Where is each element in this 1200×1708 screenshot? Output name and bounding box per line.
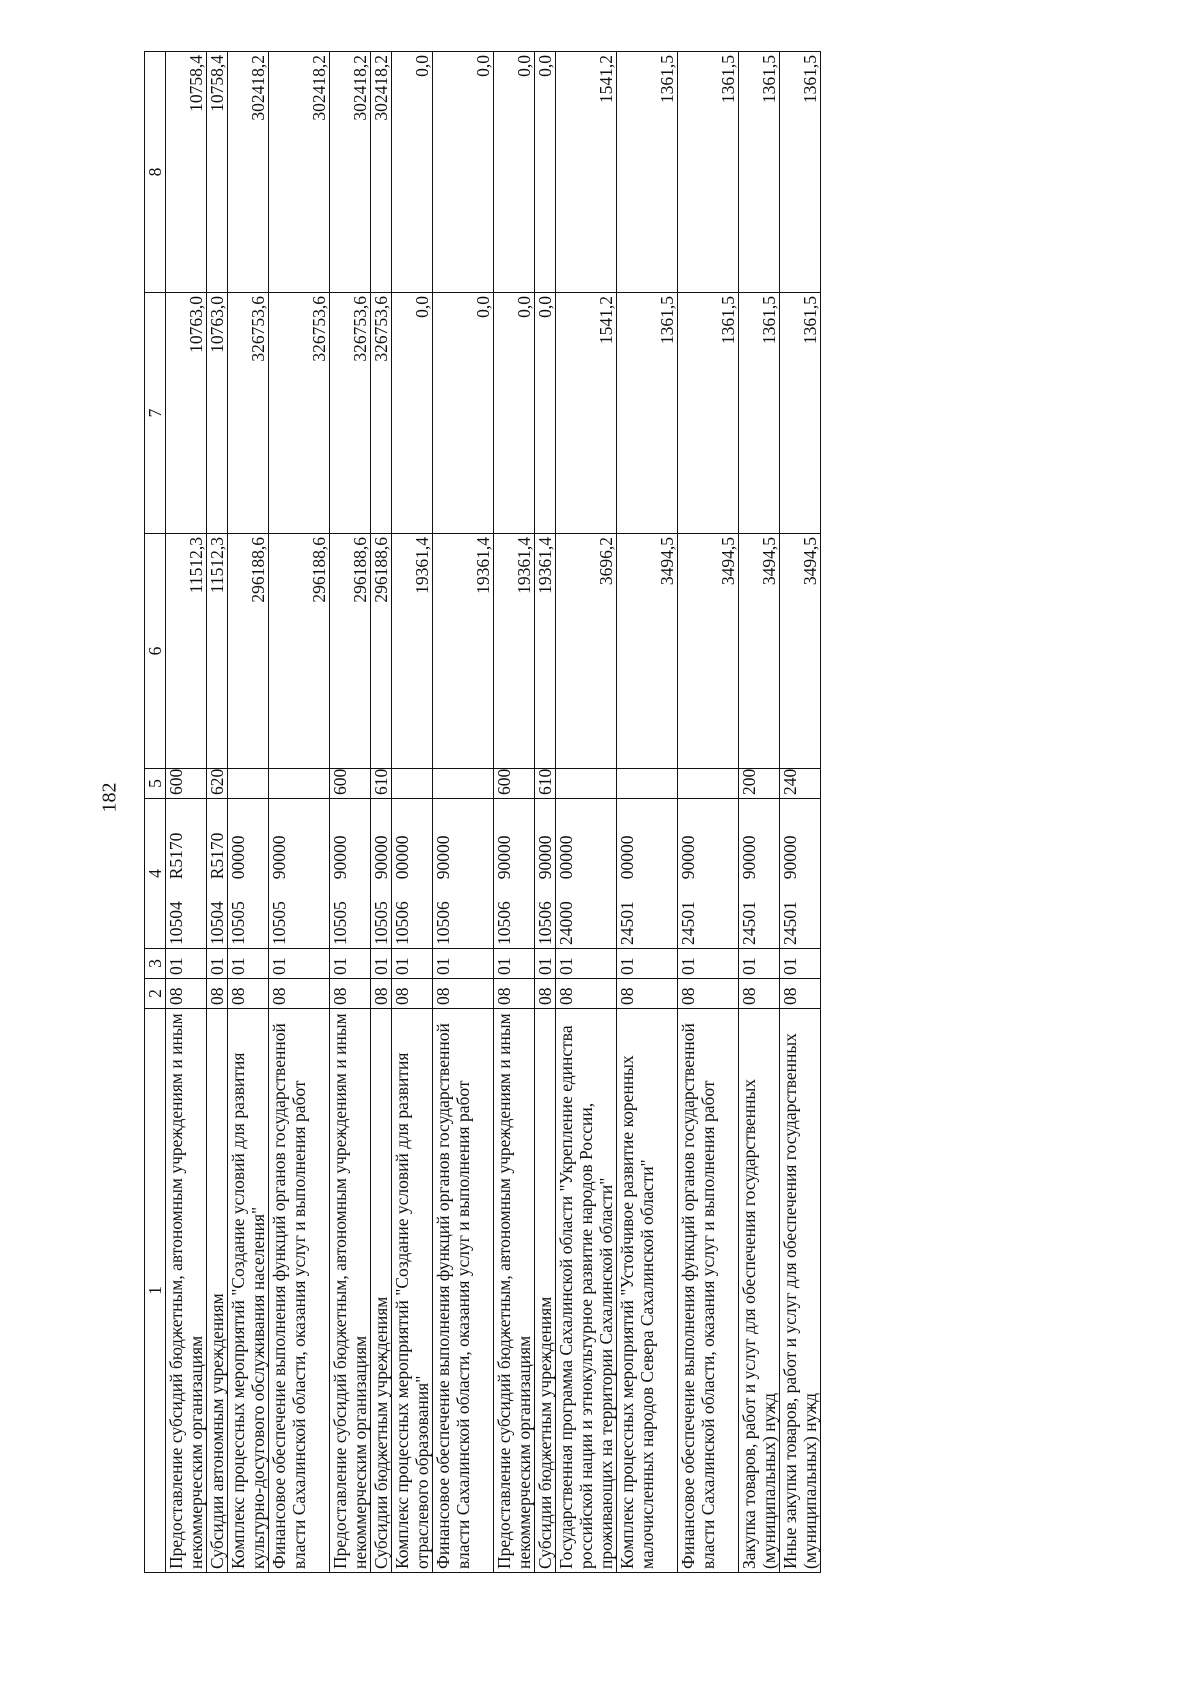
program-code: 10506: [433, 901, 453, 945]
direction-code: 90000: [739, 835, 759, 880]
program-code: 10505: [228, 901, 248, 945]
budget-table: [144, 51, 821, 1573]
amount-col7-cell: 0,0: [392, 293, 433, 534]
subsection-code-cell: 01: [494, 949, 535, 979]
subsection-code-cell: 01: [371, 949, 392, 979]
target-article-cell: [269, 799, 330, 949]
table-row: [371, 52, 392, 1573]
target-article-cell: [207, 799, 228, 949]
row-name-cell: Финансовое обеспечение выполнения функций органов государственной власти Сахалинской области, оказания услуг и выполнения работ: [433, 1009, 494, 1573]
amount-col8-cell: 1361,5: [780, 52, 821, 293]
col-header-1: 1: [145, 1009, 166, 1573]
amount-col8-cell: 0,0: [535, 52, 556, 293]
section-code-cell: 08: [207, 979, 228, 1009]
amount-col8-cell: 302418,2: [371, 52, 392, 293]
target-article-cell: [494, 799, 535, 949]
amount-col8-cell: 1361,5: [739, 52, 780, 293]
header-row: [145, 52, 166, 1573]
table-row: [535, 52, 556, 1573]
target-article-cell: [780, 799, 821, 949]
amount-col7-cell: 10763,0: [166, 293, 207, 534]
expense-type-cell: [269, 769, 330, 799]
col-header-5: 5: [145, 769, 166, 799]
amount-col7-cell: 326753,6: [371, 293, 392, 534]
amount-col7-cell: 0,0: [535, 293, 556, 534]
amount-col8-cell: 0,0: [433, 52, 494, 293]
amount-col8-cell: 1361,5: [678, 52, 739, 293]
section-code-cell: 08: [330, 979, 371, 1009]
amount-col6-cell: 3494,5: [739, 534, 780, 769]
subsection-code-cell: 01: [166, 949, 207, 979]
table-row: [392, 52, 433, 1573]
amount-col6-cell: 19361,4: [494, 534, 535, 769]
section-code-cell: 08: [678, 979, 739, 1009]
table-row: [780, 52, 821, 1573]
section-code-cell: 08: [739, 979, 780, 1009]
amount-col8-cell: 1541,2: [556, 52, 617, 293]
target-article-cell: [371, 799, 392, 949]
amount-col6-cell: 296188,6: [371, 534, 392, 769]
section-code-cell: 08: [371, 979, 392, 1009]
section-code-cell: 08: [433, 979, 494, 1009]
col-header-7: 7: [145, 293, 166, 534]
amount-col7-cell: 0,0: [433, 293, 494, 534]
program-code: 10506: [494, 901, 514, 945]
col-header-4: 4: [145, 799, 166, 949]
amount-col6-cell: 296188,6: [269, 534, 330, 769]
table-row: [166, 52, 207, 1573]
amount-col6-cell: 3494,5: [617, 534, 678, 769]
rotated-table-container: [144, 52, 1102, 1573]
amount-col8-cell: 0,0: [392, 52, 433, 293]
amount-col7-cell: 10763,0: [207, 293, 228, 534]
section-code-cell: 08: [166, 979, 207, 1009]
amount-col7-cell: 1541,2: [556, 293, 617, 534]
section-code-cell: 08: [269, 979, 330, 1009]
table-row: [678, 52, 739, 1573]
row-name-cell: Финансовое обеспечение выполнения функций органов государственной власти Сахалинской области, оказания услуг и выполнения работ: [678, 1009, 739, 1573]
section-code-cell: 08: [617, 979, 678, 1009]
expense-type-cell: [617, 769, 678, 799]
col-header-8: 8: [145, 52, 166, 293]
col-header-6: 6: [145, 534, 166, 769]
page-number: 182: [98, 782, 121, 813]
amount-col8-cell: 10758,4: [166, 52, 207, 293]
row-name-cell: Предоставление субсидий бюджетным, автономным учреждениям и иным некоммерческим организациям: [494, 1009, 535, 1573]
row-name-cell: Закупка товаров, работ и услуг для обеспечения государственных (муниципальных) нужд: [739, 1009, 780, 1573]
row-name-cell: Субсидии автономным учреждениям: [207, 1009, 228, 1573]
table-row: [433, 52, 494, 1573]
amount-col7-cell: 1361,5: [617, 293, 678, 534]
table-row: [330, 52, 371, 1573]
subsection-code-cell: 01: [617, 949, 678, 979]
subsection-code-cell: 01: [207, 949, 228, 979]
direction-code: 00000: [228, 835, 248, 880]
amount-col6-cell: 296188,6: [330, 534, 371, 769]
direction-code: 90000: [433, 835, 453, 880]
direction-code: 90000: [678, 835, 698, 880]
section-code-cell: 08: [556, 979, 617, 1009]
amount-col7-cell: 1361,5: [678, 293, 739, 534]
table-row: [269, 52, 330, 1573]
amount-col8-cell: 302418,2: [228, 52, 269, 293]
amount-col7-cell: 326753,6: [269, 293, 330, 534]
direction-code: 00000: [556, 835, 576, 880]
expense-type-cell: [392, 769, 433, 799]
program-code: 24501: [780, 901, 800, 945]
section-code-cell: 08: [535, 979, 556, 1009]
section-code-cell: 08: [780, 979, 821, 1009]
amount-col6-cell: 3696,2: [556, 534, 617, 769]
target-article-cell: [556, 799, 617, 949]
program-code: 24501: [678, 901, 698, 945]
amount-col7-cell: 1361,5: [780, 293, 821, 534]
subsection-code-cell: 01: [269, 949, 330, 979]
target-article-cell: [228, 799, 269, 949]
row-name-cell: Субсидии бюджетным учреждениям: [535, 1009, 556, 1573]
row-name-cell: Финансовое обеспечение выполнения функций органов государственной власти Сахалинской области, оказания услуг и выполнения работ: [269, 1009, 330, 1573]
program-code: 10506: [535, 901, 555, 945]
amount-col6-cell: 19361,4: [535, 534, 556, 769]
table-row: [207, 52, 228, 1573]
amount-col6-cell: 11512,3: [166, 534, 207, 769]
target-article-cell: [392, 799, 433, 949]
program-code: 24000: [556, 901, 576, 945]
direction-code: 00000: [617, 835, 637, 880]
amount-col8-cell: 10758,4: [207, 52, 228, 293]
subsection-code-cell: 01: [678, 949, 739, 979]
subsection-code-cell: 01: [535, 949, 556, 979]
row-name-cell: Комплекс процессных мероприятий "Устойчивое развитие коренных малочисленных народов Севера Сахалинской области": [617, 1009, 678, 1573]
row-name-cell: Комплекс процессных мероприятий "Создание условий для развития культурно-досугового обслуживания населения": [228, 1009, 269, 1573]
amount-col7-cell: 326753,6: [228, 293, 269, 534]
program-code: 10505: [269, 901, 289, 945]
expense-type-cell: [433, 769, 494, 799]
target-article-cell: [617, 799, 678, 949]
target-article-cell: [330, 799, 371, 949]
target-article-cell: [166, 799, 207, 949]
direction-code: 00000: [392, 835, 412, 880]
amount-col6-cell: 3494,5: [678, 534, 739, 769]
row-name-cell: Иные закупки товаров, работ и услуг для обеспечения государственных (муниципальных) нужд: [780, 1009, 821, 1573]
subsection-code-cell: 01: [780, 949, 821, 979]
direction-code: 90000: [494, 835, 514, 880]
subsection-code-cell: 01: [228, 949, 269, 979]
row-name-cell: Государственная программа Сахалинской области "Укрепление единства российской нации и этнокультурное развитие народов России, проживающих на территории Сахалинской области": [556, 1009, 617, 1573]
row-name-cell: Субсидии бюджетным учреждениям: [371, 1009, 392, 1573]
direction-code: 90000: [535, 835, 555, 880]
amount-col6-cell: 3494,5: [780, 534, 821, 769]
row-name-cell: Предоставление субсидий бюджетным, автономным учреждениям и иным некоммерческим организациям: [166, 1009, 207, 1573]
expense-type-cell: 620: [207, 769, 228, 799]
table-row: [228, 52, 269, 1573]
direction-code: 90000: [780, 835, 800, 880]
program-code: 10504: [166, 901, 186, 945]
program-code: 10505: [330, 901, 350, 945]
direction-code: 90000: [371, 835, 391, 880]
subsection-code-cell: 01: [739, 949, 780, 979]
row-name-cell: Предоставление субсидий бюджетным, автономным учреждениям и иным некоммерческим организациям: [330, 1009, 371, 1573]
table-row: [739, 52, 780, 1573]
expense-type-cell: [228, 769, 269, 799]
expense-type-cell: [556, 769, 617, 799]
amount-col6-cell: 11512,3: [207, 534, 228, 769]
expense-type-cell: 610: [371, 769, 392, 799]
program-code: 24501: [617, 901, 637, 945]
direction-code: 90000: [269, 835, 289, 880]
amount-col7-cell: 0,0: [494, 293, 535, 534]
direction-code: R5170: [207, 832, 227, 880]
expense-type-cell: 240: [780, 769, 821, 799]
amount-col8-cell: 302418,2: [269, 52, 330, 293]
row-name-cell: Комплекс процессных мероприятий "Создание условий для развития отраслевого образования": [392, 1009, 433, 1573]
program-code: 10506: [392, 901, 412, 945]
program-code: 24501: [739, 901, 759, 945]
expense-type-cell: 600: [494, 769, 535, 799]
program-code: 10505: [371, 901, 391, 945]
expense-type-cell: [678, 769, 739, 799]
table-body: [166, 52, 821, 1573]
amount-col6-cell: 296188,6: [228, 534, 269, 769]
amount-col8-cell: 1361,5: [617, 52, 678, 293]
subsection-code-cell: 01: [392, 949, 433, 979]
amount-col8-cell: 302418,2: [330, 52, 371, 293]
target-article-cell: [433, 799, 494, 949]
table-row: [617, 52, 678, 1573]
target-article-cell: [739, 799, 780, 949]
table-row: [494, 52, 535, 1573]
col-header-3: 3: [145, 949, 166, 979]
direction-code: R5170: [166, 832, 186, 880]
program-code: 10504: [207, 901, 227, 945]
amount-col6-cell: 19361,4: [392, 534, 433, 769]
target-article-cell: [535, 799, 556, 949]
table-row: [556, 52, 617, 1573]
amount-col6-cell: 19361,4: [433, 534, 494, 769]
section-code-cell: 08: [228, 979, 269, 1009]
subsection-code-cell: 01: [330, 949, 371, 979]
direction-code: 90000: [330, 835, 350, 880]
section-code-cell: 08: [494, 979, 535, 1009]
expense-type-cell: 200: [739, 769, 780, 799]
target-article-cell: [678, 799, 739, 949]
expense-type-cell: 600: [166, 769, 207, 799]
col-header-2: 2: [145, 979, 166, 1009]
section-code-cell: 08: [392, 979, 433, 1009]
subsection-code-cell: 01: [556, 949, 617, 979]
expense-type-cell: 600: [330, 769, 371, 799]
amount-col8-cell: 0,0: [494, 52, 535, 293]
subsection-code-cell: 01: [433, 949, 494, 979]
amount-col7-cell: 1361,5: [739, 293, 780, 534]
expense-type-cell: 610: [535, 769, 556, 799]
amount-col7-cell: 326753,6: [330, 293, 371, 534]
